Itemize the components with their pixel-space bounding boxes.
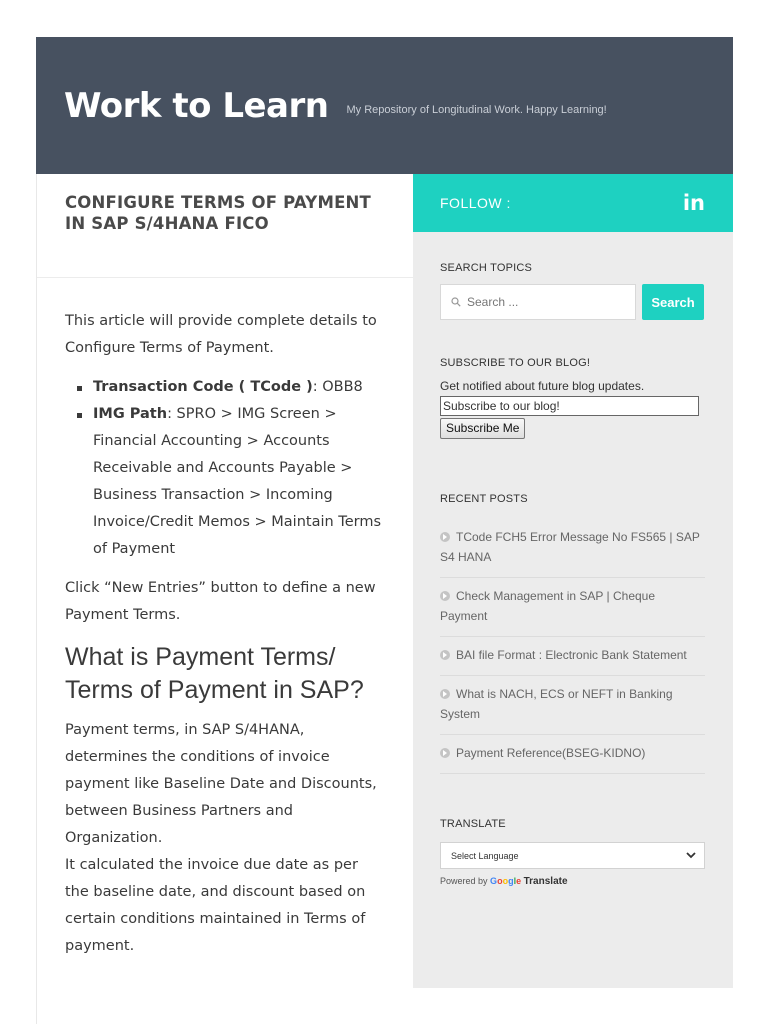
- translate-label[interactable]: Translate: [523, 876, 568, 887]
- img-path-value: : SPRO > IMG Screen > Financial Accounting > Accounts Receivable and Accounts Payable > Business Transaction > Incoming Invoice/Credit Memos > Maintain Terms of Payment: [93, 406, 382, 557]
- post-title: CONFIGURE TERMS OF PAYMENT IN SAP S/4HANA FICO: [37, 174, 413, 278]
- powered-by-google: [440, 876, 705, 887]
- site-header: [36, 37, 733, 174]
- search-widget: [413, 262, 733, 320]
- subscribe-button[interactable]: Subscribe Me: [440, 418, 525, 439]
- img-path-label: IMG Path: [93, 406, 168, 422]
- subscribe-widget: [413, 357, 733, 439]
- site-title[interactable]: Work to Learn: [64, 85, 329, 126]
- subscribe-description: Get notified about future blog updates.: [440, 379, 645, 393]
- site-tagline: My Repository of Longitudinal Work. Happy Learning!: [346, 103, 607, 116]
- recent-posts-title: RECENT POSTS: [440, 493, 528, 505]
- new-entries-text: Click “New Entries” button to define a new Payment Terms.: [65, 580, 376, 623]
- google-logo[interactable]: Google: [490, 876, 522, 886]
- arrow-circle-icon: [440, 532, 450, 542]
- arrow-circle-icon: [440, 748, 450, 758]
- recent-posts-list: [440, 519, 705, 774]
- arrow-circle-icon: [440, 650, 450, 660]
- powered-by-label: Powered by: [440, 876, 488, 886]
- follow-bar: [413, 174, 733, 232]
- recent-post-link[interactable]: What is NACH, ECS or NEFT in Banking System: [440, 687, 673, 721]
- search-button[interactable]: Search: [642, 284, 704, 320]
- recent-post-item[interactable]: [440, 637, 705, 676]
- post-paragraph-1: Payment terms, in SAP S/4HANA, determines the conditions of invoice payment like Baseline Date and Discounts, between Business Partners and Organization.: [65, 722, 377, 846]
- tcode-item: [77, 374, 385, 401]
- chevron-down-icon: [686, 852, 696, 859]
- recent-post-link[interactable]: Payment Reference(BSEG-KIDNO): [456, 746, 646, 760]
- img-path-item: [77, 401, 385, 563]
- arrow-circle-icon: [440, 689, 450, 699]
- recent-post-link[interactable]: BAI file Format : Electronic Bank Statement: [456, 648, 687, 662]
- linkedin-icon[interactable]: in: [682, 191, 705, 215]
- recent-post-item[interactable]: [440, 578, 705, 637]
- post-intro: This article will provide complete details to Configure Terms of Payment.: [65, 313, 377, 356]
- search-input[interactable]: [440, 284, 636, 320]
- post-body: [37, 278, 413, 960]
- recent-post-link[interactable]: TCode FCH5 Error Message No FS565 | SAP S4 HANA: [440, 530, 700, 564]
- language-select-value: Select Language: [451, 850, 519, 861]
- recent-post-item[interactable]: [440, 676, 705, 735]
- sidebar: [413, 174, 733, 988]
- subscribe-widget-title: SUBSCRIBE TO OUR BLOG!: [440, 357, 591, 369]
- search-form: [440, 284, 705, 320]
- arrow-circle-icon: [440, 591, 450, 601]
- recent-post-item[interactable]: [440, 735, 705, 774]
- recent-posts-widget: [413, 493, 733, 774]
- language-select[interactable]: [440, 842, 705, 869]
- tcode-value: : OBB8: [312, 379, 363, 395]
- recent-post-link[interactable]: Check Management in SAP | Cheque Payment: [440, 589, 656, 623]
- post-paragraph-2: It calculated the invoice due date as per the baseline date, and discount based on certain conditions maintained in Terms of payment.: [65, 857, 366, 954]
- recent-post-item[interactable]: [440, 519, 705, 578]
- follow-label: FOLLOW :: [440, 195, 511, 211]
- section-heading: What is Payment Terms/ Terms of Payment in SAP?: [65, 643, 364, 704]
- translate-title: TRANSLATE: [440, 818, 506, 830]
- search-placeholder: Search ...: [467, 295, 519, 309]
- subscribe-email-field[interactable]: Subscribe to our blog!: [440, 396, 699, 416]
- tcode-label: Transaction Code ( TCode ): [93, 379, 313, 395]
- translate-widget: [413, 818, 733, 887]
- search-widget-title: SEARCH TOPICS: [440, 262, 533, 274]
- post-details-list: [65, 374, 385, 563]
- main-content: [36, 174, 413, 1024]
- search-icon: [451, 297, 461, 307]
